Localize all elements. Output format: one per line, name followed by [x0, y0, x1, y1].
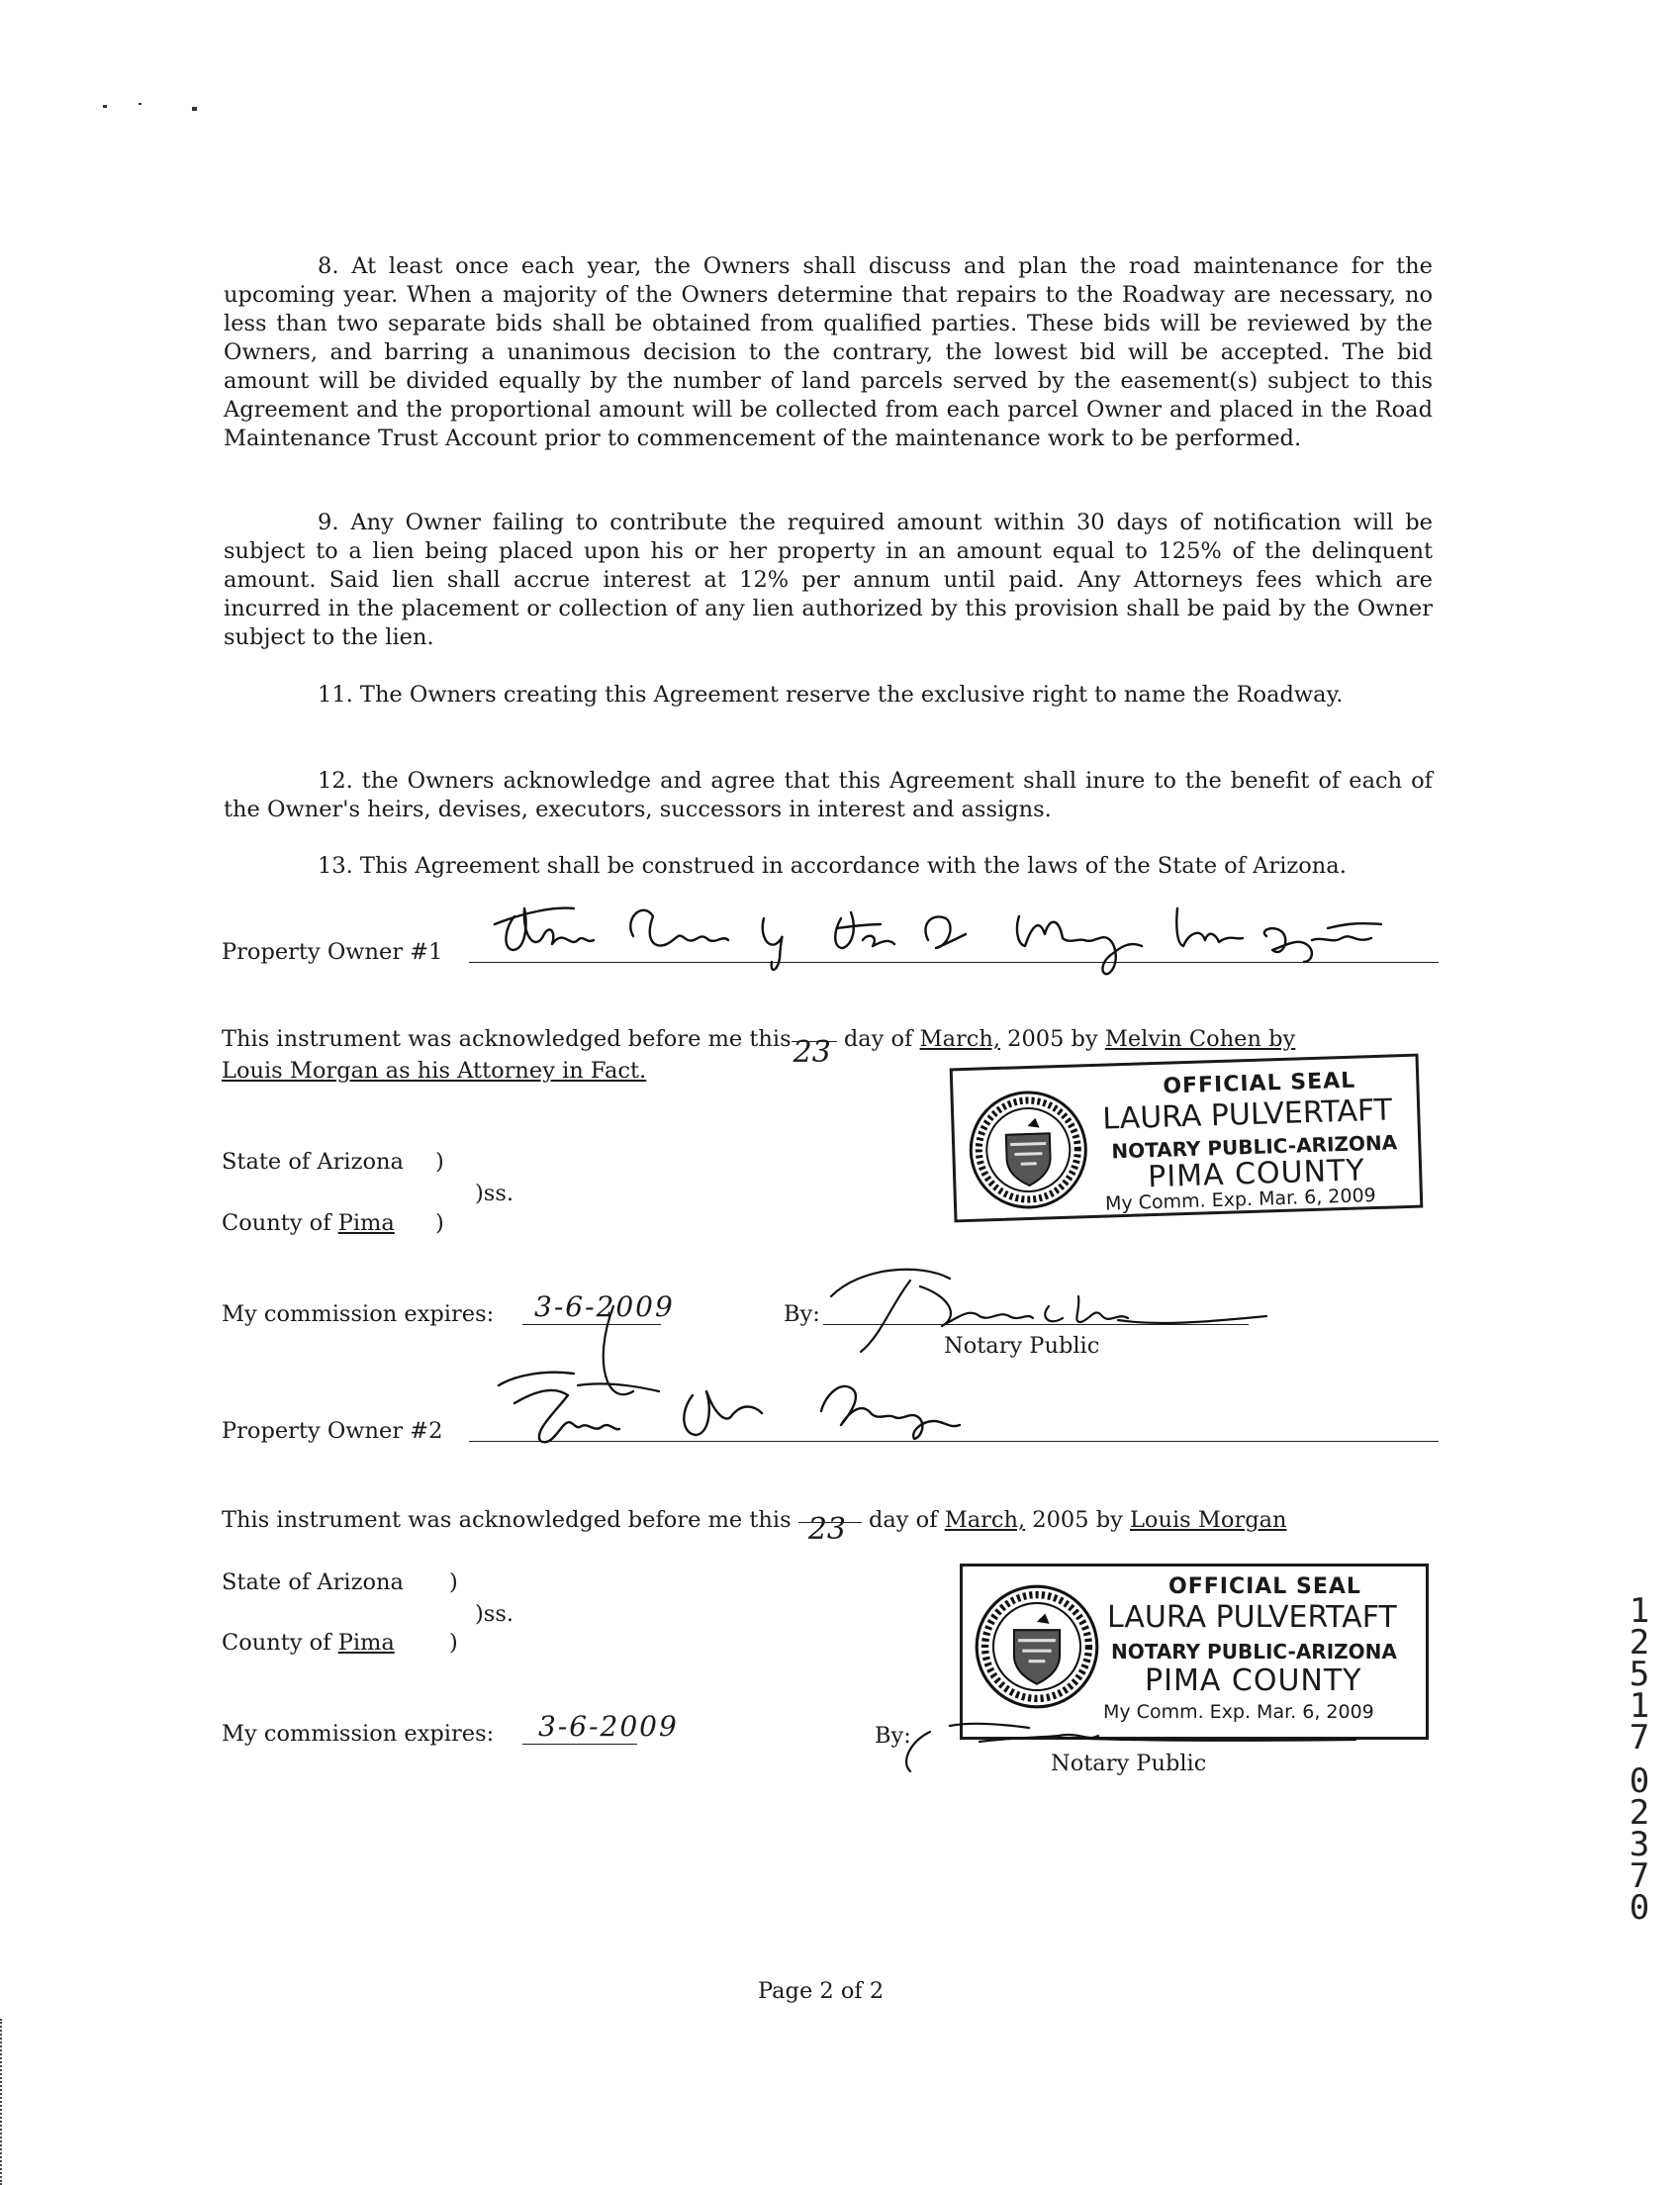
- owner2-ack-day: 23: [807, 1512, 846, 1547]
- page-number: Page 2 of 2: [758, 1978, 885, 2004]
- paragraph-9-text: 9. Any Owner failing to contribute the required amount within 30 days of notification will be subject to a lien being placed upon his or her property in an amount equal to 125% of the delinquent amount. Said lien shall accrue interest at 12% per annum until paid. Any Attorneys fees which are incurred in the placement or collection of any lien authorized by this provision shall be paid by the Owner subject to the lien.: [224, 510, 1433, 650]
- owner2-paren-2: ): [449, 1630, 458, 1656]
- owner2-ack-line: [222, 1506, 1287, 1547]
- owner1-notary-label: Notary Public: [944, 1333, 1100, 1359]
- recording-digit: 7: [1629, 1856, 1650, 1896]
- paragraph-13: [224, 852, 1433, 881]
- seal-2-expiry: My Comm. Exp. Mar. 6, 2009: [1103, 1701, 1374, 1723]
- owner2-label: Property Owner #2: [222, 1418, 443, 1444]
- recording-digit: 2: [1629, 1623, 1650, 1662]
- owner1-commission-value: 3-6-2009: [534, 1290, 675, 1323]
- seal-2-office: NOTARY PUBLIC-ARIZONA: [1111, 1640, 1397, 1663]
- paragraph-11-text: 11. The Owners creating this Agreement reserve the exclusive right to name the Roadway.: [318, 682, 1344, 708]
- owner2-state-label: State of Arizona: [222, 1569, 404, 1595]
- paragraph-9: [224, 509, 1433, 652]
- owner1-by-label: By:: [784, 1301, 820, 1327]
- paragraph-13-text: 13. This Agreement shall be construed in accordance with the laws of the State of Arizona.: [318, 853, 1347, 879]
- arizona-seal-emblem-icon: [965, 1087, 1091, 1213]
- seal-1-expiry: My Comm. Exp. Mar. 6, 2009: [1104, 1185, 1377, 1215]
- owner1-ack-month: March,: [919, 1026, 1000, 1052]
- owner1-state-label: State of Arizona: [222, 1149, 404, 1175]
- owner1-paren-1: ): [435, 1149, 444, 1175]
- owner1-ack-line: [222, 1025, 1296, 1070]
- owner1-ack-day-of: day of: [843, 1026, 913, 1052]
- arizona-seal-emblem-icon: [973, 1582, 1101, 1711]
- paragraph-8: [224, 252, 1433, 453]
- owner1-ack-day: 23: [793, 1035, 831, 1070]
- recording-digit: 7: [1629, 1718, 1650, 1758]
- owner1-ack-name-2: Louis Morgan as his Attorney in Fact.: [222, 1058, 647, 1084]
- owner2-county-label: County of: [222, 1630, 331, 1656]
- recording-digit: 3: [1629, 1825, 1650, 1864]
- scan-speck: [192, 107, 197, 111]
- owner1-label: Property Owner #1: [222, 939, 443, 965]
- seal-2-name: LAURA PULVERTAFT: [1107, 1600, 1397, 1635]
- owner1-signature: [485, 889, 1395, 980]
- seal-2-county: PIMA COUNTY: [1145, 1663, 1362, 1698]
- notary-seal-1: [950, 1054, 1424, 1223]
- scan-speck: [139, 103, 141, 105]
- owner2-county-line: [222, 1629, 395, 1658]
- owner2-commission-label: My commission expires:: [222, 1721, 495, 1747]
- owner2-commission-rule: [522, 1744, 637, 1745]
- owner1-commission-label: My commission expires:: [222, 1301, 495, 1327]
- owner2-ack-year-by: 2005 by: [1032, 1507, 1123, 1533]
- owner2-by-label: By:: [875, 1723, 911, 1749]
- scan-speck: [103, 105, 107, 108]
- seal-1-office: NOTARY PUBLIC-ARIZONA: [1111, 1130, 1398, 1164]
- owner1-county-line: [222, 1209, 395, 1238]
- recording-number: [1625, 1591, 1654, 1928]
- seal-2-title: OFFICIAL SEAL: [1168, 1574, 1361, 1599]
- paragraph-12-text: 12. the Owners acknowledge and agree that this Agreement shall inure to the benefit of each of the Owner's heirs, devises, executors, successors in interest and assigns.: [224, 768, 1433, 822]
- owner1-county-value: Pima: [337, 1210, 395, 1236]
- owner2-paren-1: ): [449, 1569, 458, 1595]
- recording-digit: 1: [1629, 1686, 1650, 1726]
- owner2-commission-value: 3-6-2009: [538, 1710, 679, 1743]
- owner1-ack-year-by: 2005 by: [1007, 1026, 1098, 1052]
- paragraph-11: [224, 681, 1433, 710]
- owner1-ack-prefix: This instrument was acknowledged before me this: [222, 1026, 792, 1052]
- owner1-ack-name-1: Melvin Cohen by: [1104, 1026, 1296, 1052]
- recording-digit: 2: [1629, 1793, 1650, 1833]
- owner2-ack-name: Louis Morgan: [1129, 1507, 1287, 1533]
- owner2-ack-month: March,: [944, 1507, 1026, 1533]
- seal-1-name: LAURA PULVERTAFT: [1101, 1092, 1393, 1137]
- seal-1-title: OFFICIAL SEAL: [1162, 1068, 1356, 1099]
- owner2-ack-prefix: This instrument was acknowledged before me this: [222, 1507, 792, 1533]
- owner1-county-label: County of: [222, 1210, 331, 1236]
- owner1-paren-2: ): [435, 1210, 444, 1236]
- recording-digit: 1: [1629, 1591, 1650, 1631]
- owner2-ack-day-of: day of: [868, 1507, 938, 1533]
- scan-edge: [0, 2019, 4, 2185]
- owner2-signature: [495, 1356, 1029, 1455]
- owner1-ss: )ss.: [475, 1181, 514, 1206]
- owner2-ss: )ss.: [475, 1601, 514, 1627]
- owner2-notary-label: Notary Public: [1051, 1751, 1207, 1776]
- seal-1-county: PIMA COUNTY: [1147, 1153, 1366, 1195]
- recording-digit: 5: [1629, 1655, 1650, 1694]
- owner2-county-value: Pima: [337, 1630, 395, 1656]
- paragraph-8-text: 8. At least once each year, the Owners shall discuss and plan the road maintenance for the upcoming year. When a majority of the Owners determine that repairs to the Roadway are necessary, no less than two separate bids shall be obtained from qualified parties. These bids will be reviewed by the Owners, and barring a unanimous decision to the contrary, the lowest bid will be accepted. The bid amount will be divided equally by the number of land parcels served by the easement(s) subject to this Agreement and the proportional amount will be collected from each parcel Owner and placed in the Road Maintenance Trust Account prior to commencement of the maintenance work to be performed.: [224, 253, 1433, 451]
- recording-digit: 0: [1629, 1761, 1650, 1801]
- recording-digit: 0: [1629, 1888, 1650, 1928]
- paragraph-12: [224, 767, 1433, 824]
